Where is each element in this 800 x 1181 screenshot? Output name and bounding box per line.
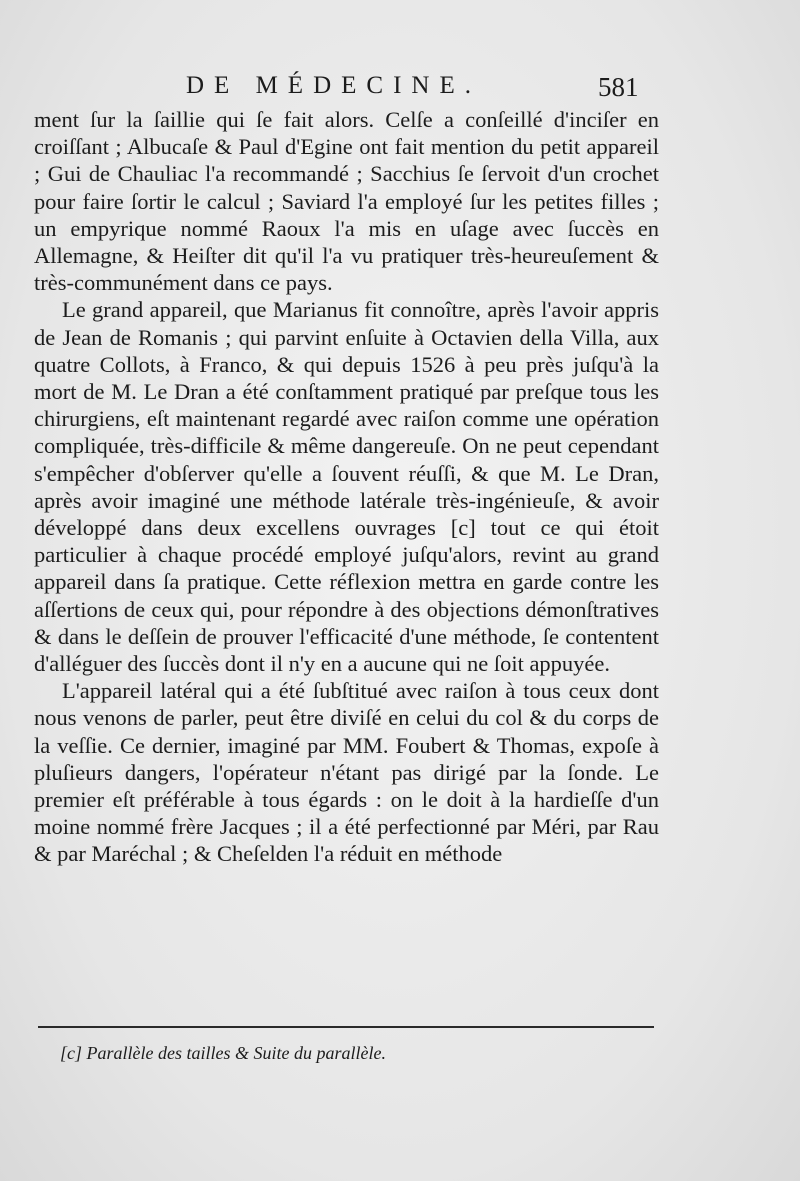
running-title: DE MÉDECINE. [186, 72, 481, 99]
footnote: [c] Parallèle des tailles & Suite du parallèle. [60, 1043, 386, 1063]
footnote-rule [38, 1026, 654, 1028]
page-number: 581 [598, 72, 639, 102]
paragraph-3: L'appareil latéral qui a été ſubſtitué avec raiſon à tous ceux dont nous venons de parler, peut être diviſé en celui du col & du corps de la veſſie. Ce dernier, imaginé par MM. Foubert & Thomas, expoſe à pluſieurs dangers, l'opérateur n'étant pas dirigé par la ſonde. Le premier eſt préférable à tous égards : on le doit à la hardieſſe d'un moine nommé frère Jacques ; il a été perfectionné par Méri, par Rau & par Maréchal ; & Cheſelden l'a réduit en méthode [34, 678, 659, 867]
paragraph-1: ment ſur la ſaillie qui ſe fait alors. Celſe a conſeillé d'inciſer en croiſſant ; Albucaſe & Paul d'Egine ont fait mention du petit appareil ; Gui de Chauliac l'a recommandé ; Sacchius ſe ſervoit d'un crochet pour faire ſortir le calcul ; Saviard l'a employé ſur les petites filles ; un empyrique nommé Raoux l'a mis en uſage avec ſuccès en Allemagne, & Heiſter dit qu'il l'a vu pratiquer très-heureuſement & très-communément dans ce pays. [34, 107, 659, 296]
body-text [34, 106, 659, 868]
paragraph-2: Le grand appareil, que Marianus fit connoître, après l'avoir appris de Jean de Romanis ; qui parvint enſuite à Octavien della Villa, aux quatre Collots, à Franco, & qui depuis 1526 à peu près juſqu'à la mort de M. Le Dran a été conſtamment pratiqué par preſque tous les chirurgiens, eſt maintenant regardé avec raiſon comme une opération compliquée, très-difficile & même dangereuſe. On ne peut cependant s'empêcher d'obſerver qu'elle a ſouvent réuſſi, & que M. Le Dran, après avoir imaginé une méthode latérale très-ingénieuſe, & avoir développé dans deux excellens ouvrages [c] tout ce qui étoit particulier à chaque procédé employé juſqu'alors, revint au grand appareil dans ſa pratique. Cette réflexion mettra en garde contre les aſſertions de ceux qui, pour répondre à des objections démonſtratives & dans le deſſein de prouver l'efficacité d'une méthode, ſe contentent d'alléguer des ſuccès dont il n'y en a aucune qui ne ſoit appuyée. [34, 297, 659, 677]
